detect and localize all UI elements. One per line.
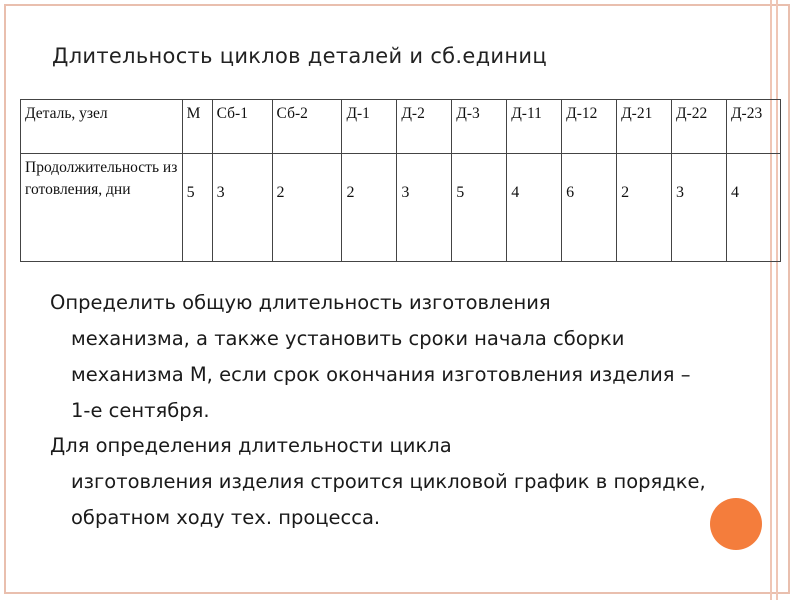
table-cell: 4 — [726, 154, 780, 262]
table-header-cell: Сб-2 — [272, 100, 342, 154]
paragraph-first-line: Для определения длительности цикла — [50, 434, 452, 457]
paragraph-body: изготовления изделия строится цикловой график в порядке, обратном ходу тех. процесса. — [71, 470, 706, 529]
table-cell: 5 — [182, 154, 212, 262]
table-cell: 3 — [397, 154, 452, 262]
table-cell: 3 — [672, 154, 727, 262]
table-cell: 5 — [452, 154, 507, 262]
table-header-cell: Д-2 — [397, 100, 452, 154]
table-header-cell: Д-11 — [507, 100, 562, 154]
method-paragraph — [50, 428, 710, 536]
table-header-cell: Д-3 — [452, 100, 507, 154]
table-cell: 2 — [272, 154, 342, 262]
slide-title: Длительность циклов деталей и сб.единиц — [52, 44, 547, 68]
table-cell: 3 — [212, 154, 272, 262]
table-cell: 2 — [342, 154, 397, 262]
table-header-cell: Деталь, узел — [21, 100, 183, 154]
duration-table — [20, 99, 781, 262]
table-row-label: Продолжительность изготовления, дни — [21, 154, 183, 262]
table-row — [21, 154, 781, 262]
paragraph-first-line: Определить общую длительность изготовления — [50, 291, 551, 314]
paragraph-body: механизма, а также установить сроки начала сборки механизма М, если срок окончания изготовления изделия – 1-е сентября. — [71, 327, 691, 422]
frame-vertical-line — [770, 0, 772, 600]
table-cell: 4 — [507, 154, 562, 262]
table-header-cell: Д-22 — [672, 100, 727, 154]
table-header-cell: Д-1 — [342, 100, 397, 154]
table-header-cell: Д-12 — [562, 100, 617, 154]
decorative-circle — [710, 498, 762, 550]
table-header-cell: Д-23 — [726, 100, 780, 154]
table-header-cell: Сб-1 — [212, 100, 272, 154]
task-paragraph — [50, 285, 710, 429]
frame-vertical-line — [776, 0, 778, 600]
table-header-cell: М — [182, 100, 212, 154]
table-cell: 6 — [562, 154, 617, 262]
table-header-row — [21, 100, 781, 154]
table-header-cell: Д-21 — [617, 100, 672, 154]
table-cell: 2 — [617, 154, 672, 262]
